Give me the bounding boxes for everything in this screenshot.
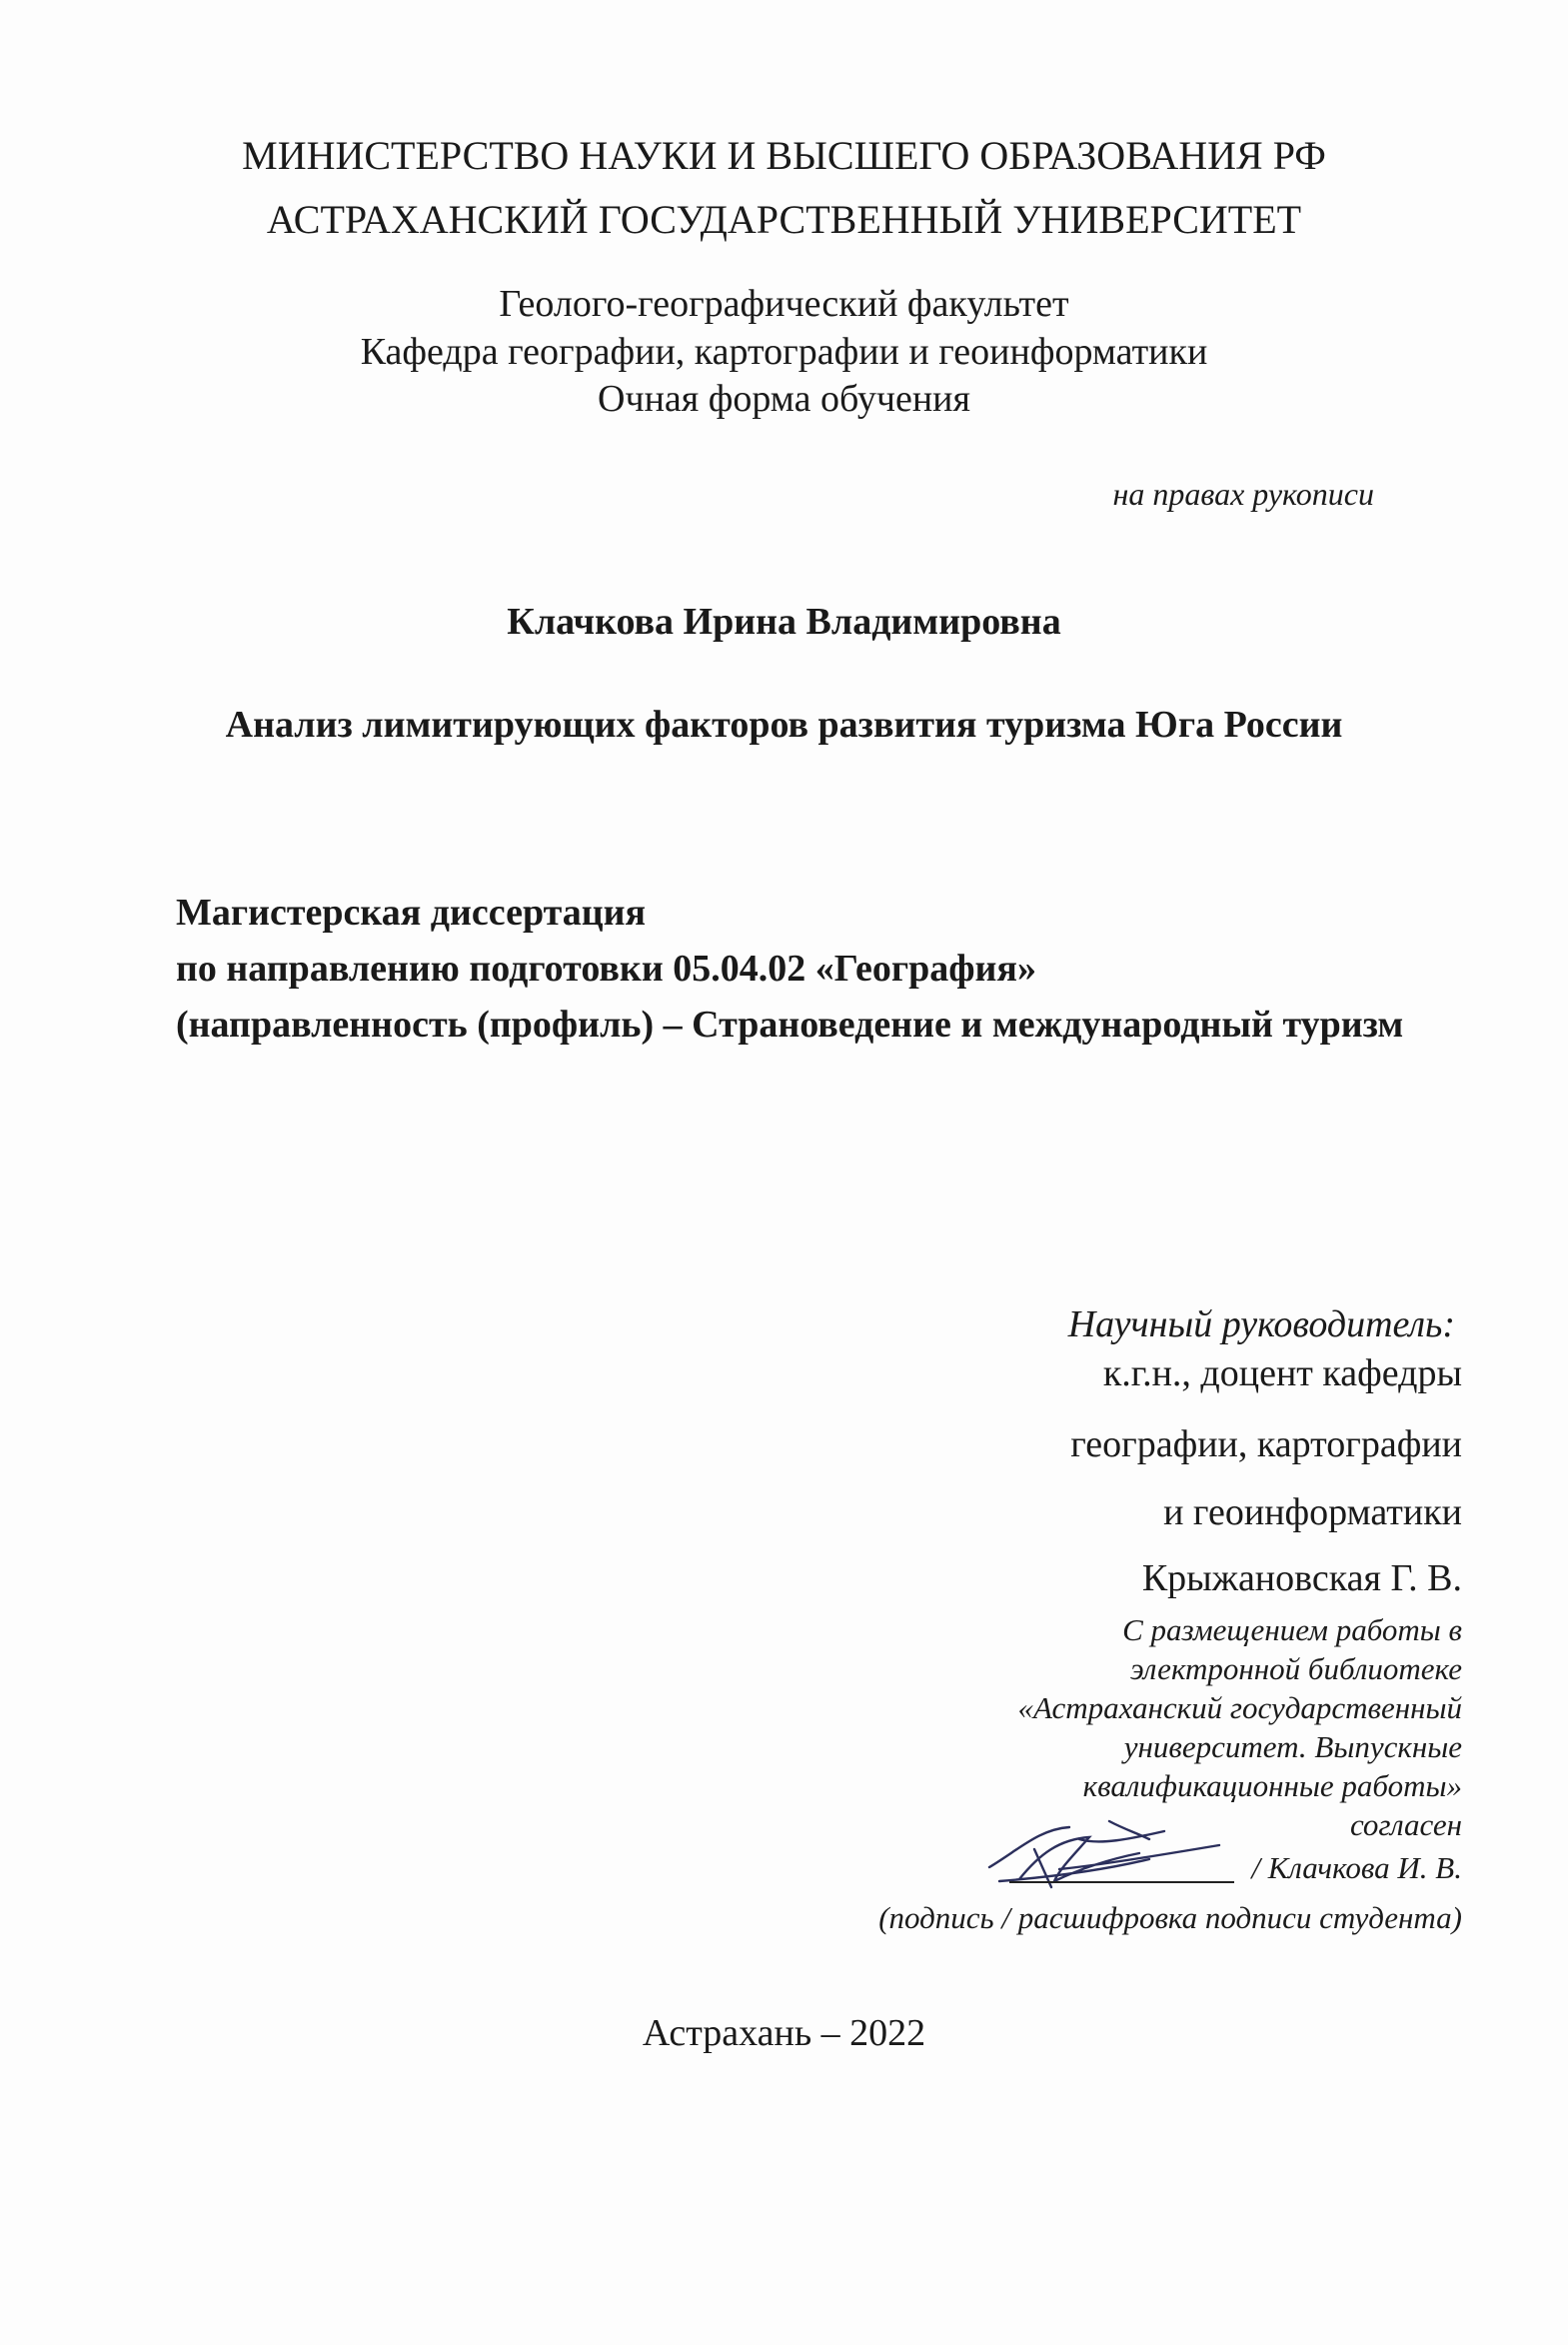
work-direction: по направлению подготовки 05.04.02 «География» xyxy=(176,948,1036,990)
consent-line-1: С размещением работы в xyxy=(1122,1612,1462,1647)
consent-line-2: электронной библиотеке xyxy=(1130,1651,1462,1686)
supervisor-name: Крыжановская Г. В. xyxy=(1141,1557,1462,1599)
thesis-title: Анализ лимитирующих факторов развития туризма Юга России xyxy=(225,704,1343,746)
signature-name: / Клачкова И. В. xyxy=(1251,1850,1462,1885)
supervisor-label: Научный руководитель: xyxy=(1067,1303,1455,1345)
consent-line-3: «Астраханский государственный xyxy=(1017,1690,1462,1725)
student-signature xyxy=(959,1809,1249,1899)
work-profile: (направленность (профиль) – Страноведение и международный туризм xyxy=(176,1004,1404,1046)
supervisor-position-1: к.г.н., доцент кафедры xyxy=(1102,1352,1462,1394)
university-heading: АСТРАХАНСКИЙ ГОСУДАРСТВЕННЫЙ УНИВЕРСИТЕТ xyxy=(266,197,1302,242)
supervisor-position-2: географии, картографии xyxy=(1070,1423,1462,1465)
signature-line xyxy=(1009,1881,1234,1883)
faculty-name: Геолого-географический факультет xyxy=(499,283,1069,325)
work-type: Магистерская диссертация xyxy=(176,892,647,934)
author-name: Клачкова Ирина Владимировна xyxy=(507,601,1061,643)
manuscript-note: на правах рукописи xyxy=(1112,476,1374,512)
ministry-heading: МИНИСТЕРСТВО НАУКИ И ВЫСШЕГО ОБРАЗОВАНИЯ РФ xyxy=(242,133,1326,178)
signature-caption: (подпись / расшифровка подписи студента) xyxy=(878,1900,1462,1935)
city-year: Астрахань – 2022 xyxy=(642,2012,926,2054)
study-form: Очная форма обучения xyxy=(598,378,970,420)
consent-line-5: квалификационные работы» xyxy=(1082,1768,1462,1803)
consent-line-4: университет. Выпускные xyxy=(1123,1729,1462,1764)
supervisor-position-3: и геоинформатики xyxy=(1163,1491,1462,1533)
consent-line-6: согласен xyxy=(1349,1807,1462,1842)
department-name: Кафедра географии, картографии и геоинформатики xyxy=(360,331,1208,373)
